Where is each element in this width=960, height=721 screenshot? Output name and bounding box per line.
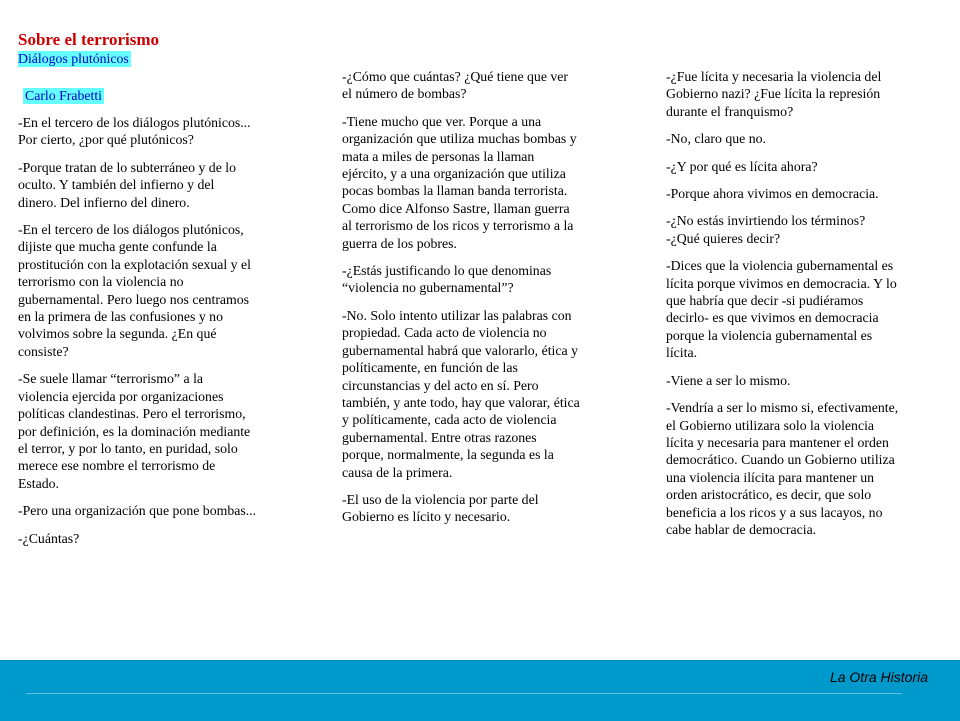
paragraph: -Se suele llamar “terrorismo” a la violencia ejercida por organizaciones políticas clandestinas. Pero el terrorismo, por definición, es la dominación mediante el terror, y por lo tanto, en puridad, solo merece ese nombre el terrorismo de Estado. (18, 371, 251, 491)
footer-band (0, 660, 960, 721)
paragraph: -En el tercero de los diálogos plutónicos, dijiste que mucha gente confunde la prostitución con la explotación sexual y el terrorismo con la violencia no gubernamental. Pero luego nos centramos en la primera de las confusiones y no volvimos sobre la segunda. ¿En qué consiste? (18, 222, 251, 359)
paragraph: -No, claro que no. (666, 131, 766, 147)
footer-label: La Otra Historia (829, 669, 928, 685)
paragraph: -El uso de la violencia por parte del Gobierno es lícito y necesario. (342, 491, 539, 525)
paragraph: -Porque tratan de lo subterráneo y de lo oculto. Y también del infierno y del dinero. Del infierno del dinero. (18, 159, 236, 210)
paragraph: -¿No estás invirtiendo los términos? -¿Qué quieres decir? (666, 213, 866, 246)
paragraph: -¿Fue lícita y necesaria la violencia del Gobierno nazi? ¿Fue lícita la represión durante el franquismo? (666, 69, 882, 119)
paragraph: -Porque ahora vivimos en democracia. (666, 186, 879, 202)
paragraph: -¿Y por qué es lícita ahora? (666, 158, 818, 174)
paragraph: -Viene a ser lo mismo. (666, 372, 791, 388)
article-title: Sobre el terrorismo (18, 30, 159, 49)
article-subtitle: Diálogos plutónicos (18, 51, 129, 66)
article-author: Carlo Frabetti (25, 88, 103, 103)
paragraph: -Vendría a ser lo mismo si, efectivamente, el Gobierno utilizara solo la violencia lícita y necesaria para mantener el orden democrático. Cuando un Gobierno utiliza una violencia ilícita para mantener un orden aristocrático, es decir, que solo beneficia a los ricos y a sus lacayos, no cabe hablar de democracia. (666, 400, 899, 537)
paragraph: -¿Cómo que cuántas? ¿Qué tiene que ver el número de bombas? (342, 69, 569, 102)
article-header (18, 30, 308, 114)
paragraph: -Tiene mucho que ver. Porque a una organización que utiliza muchas bombas y mata a miles de personas la llaman ejército, y a una organización que utiliza pocas bombas la llaman banda terrorista. Como dice Alfonso Sastre, llaman guerra al terrorismo de los ricos y terrorismo a la guerra de los pobres. (342, 113, 577, 251)
paragraph: -Dices que la violencia gubernamental es lícita porque vivimos en democracia. Y lo que habría que decir -si pudiéramos decirlo- es que vivimos en democracia porque la violencia gubernamental es lícita. (666, 258, 897, 361)
paragraph: -No. Solo intento utilizar las palabras con propiedad. Cada acto de violencia no gubernamental habrá que valorarlo, ética y políticamente, en función de las circunstancias y del acto en sí. Pero también, y ante todo, hay que valorar, ética y políticamente, cada acto de violencia gubernamental. Entre otras razones porque, normalmente, la segunda es la causa de la primera. (342, 307, 580, 480)
column-3 (666, 68, 956, 548)
column-2 (342, 68, 632, 536)
footer-divider (26, 693, 902, 694)
paragraph: -En el tercero de los diálogos plutónicos... Por cierto, ¿por qué plutónicos? (18, 115, 251, 148)
paragraph: -Pero una organización que pone bombas... (18, 503, 257, 519)
paragraph: -¿Cuántas? (18, 530, 80, 546)
column-1 (18, 30, 308, 557)
paragraph: -¿Estás justificando lo que denominas “violencia no gubernamental”? (342, 263, 552, 296)
